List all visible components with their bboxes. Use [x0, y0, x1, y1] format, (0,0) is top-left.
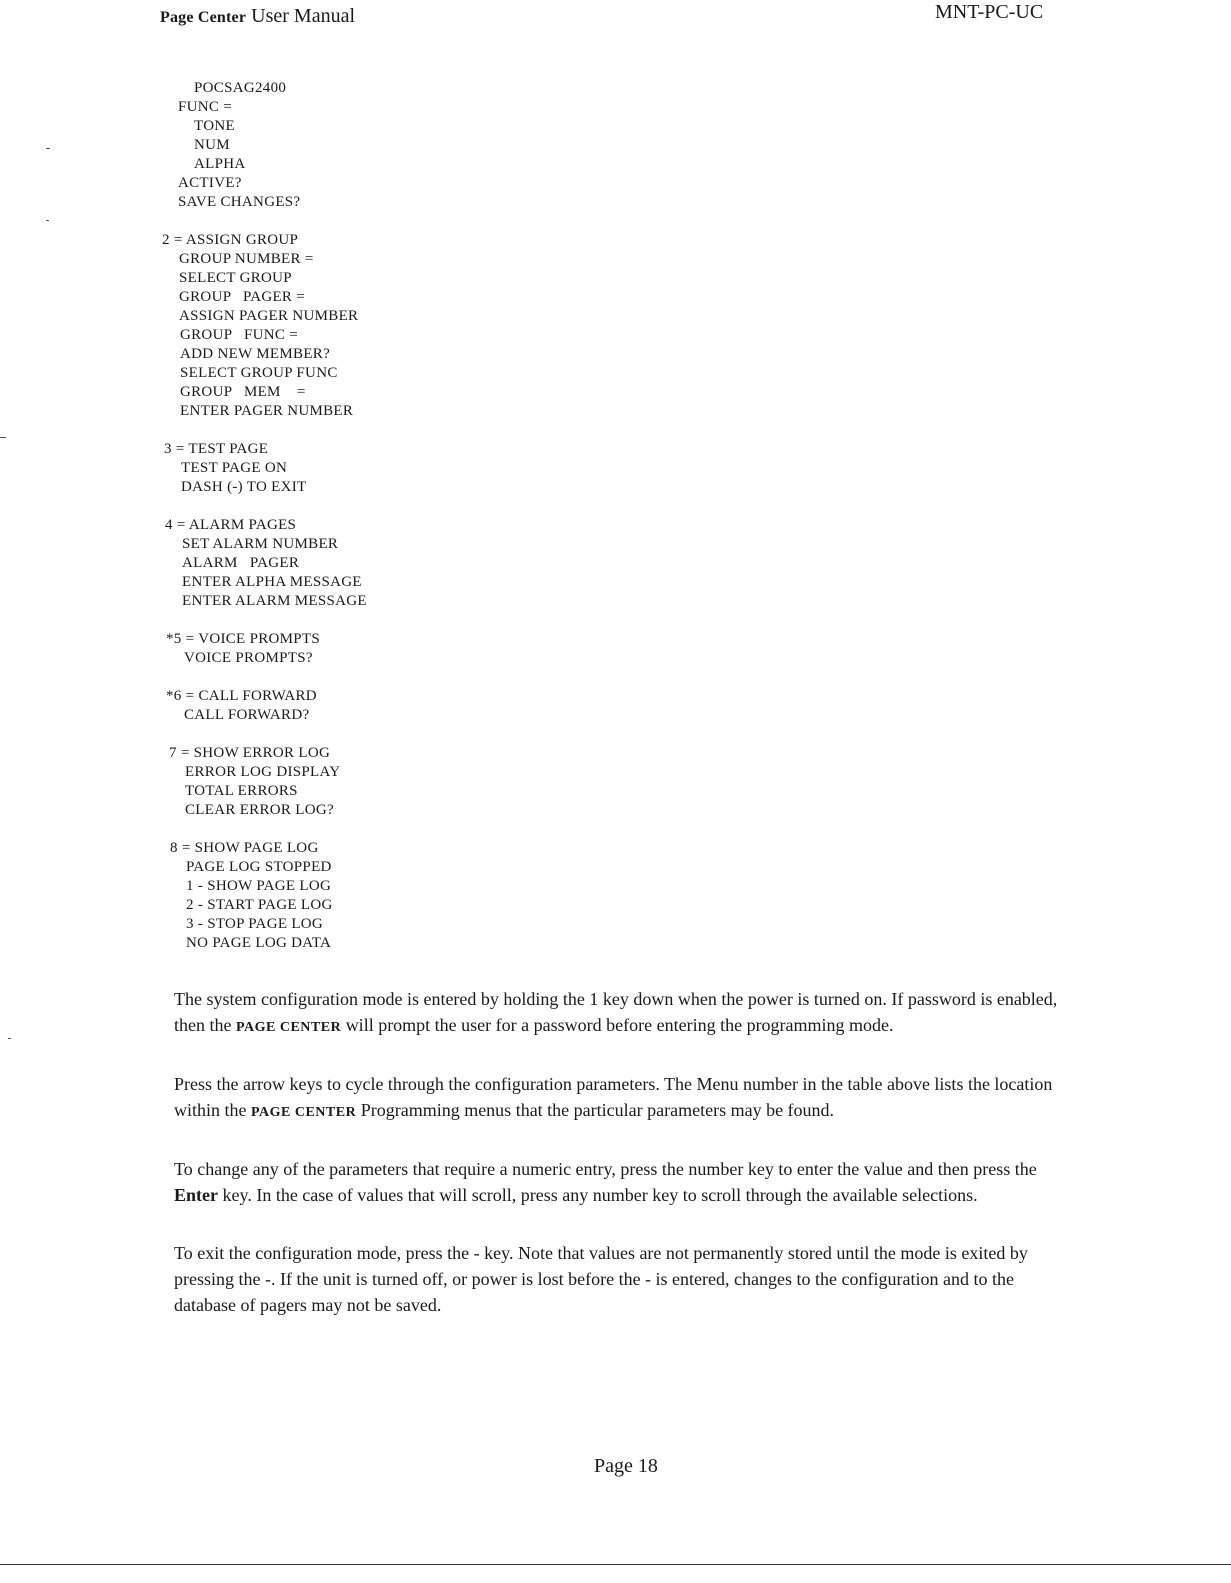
bottom-scan-edge — [0, 1564, 1231, 1565]
paragraph-text: To exit the configuration mode, press the - key. Note that values are not permanently stored until the mode is exited by pressing the -. If the unit is turned off, or power is lost before the - is entered, changes to the configuration and to the database of pagers may not be saved. — [174, 1243, 1028, 1315]
paragraph-text: key. In the case of values that will scroll, press any number key to scroll through the available selections. — [218, 1185, 978, 1205]
menu-line: NUM — [194, 137, 230, 153]
header-doc-id: MNT-PC-UC — [935, 1, 1044, 23]
product-name: PAGE CENTER — [251, 1105, 357, 1120]
menu-line: FUNC = — [178, 99, 233, 115]
menu-line: ENTER ALPHA MESSAGE — [182, 574, 362, 590]
menu-line: VOICE PROMPTS? — [184, 650, 313, 666]
paragraph-text: will prompt the user for a password before entering the programming mode. — [341, 1015, 894, 1035]
menu-line: ENTER ALARM MESSAGE — [182, 593, 367, 609]
paragraph-entering-config-mode — [174, 986, 1074, 1041]
menu-line: NO PAGE LOG DATA — [186, 935, 332, 951]
header-brand: Page Center — [160, 9, 247, 26]
menu-section-heading: 2 = ASSIGN GROUP — [162, 232, 299, 248]
menu-line: ASSIGN PAGER NUMBER — [179, 308, 359, 324]
menu-line: SET ALARM NUMBER — [182, 536, 339, 552]
scan-speck — [46, 220, 49, 221]
menu-line: GROUP FUNC = — [180, 327, 298, 343]
scan-speck — [46, 148, 50, 149]
running-header-title — [160, 4, 355, 30]
menu-section-heading: 3 = TEST PAGE — [164, 441, 269, 457]
menu-line: GROUP NUMBER = — [179, 251, 314, 267]
menu-section-heading: 4 = ALARM PAGES — [165, 517, 297, 533]
menu-line: SAVE CHANGES? — [178, 194, 301, 210]
menu-line: CALL FORWARD? — [184, 707, 310, 723]
page-number: Page 18 — [594, 1455, 658, 1477]
paragraph-text: The system configuration mode is entered by holding the 1 key down when the power is turned on. If password is enabled, then the — [174, 989, 1058, 1035]
menu-line: POCSAG2400 — [194, 80, 287, 96]
paragraph-text: Programming menus that the particular parameters may be found. — [356, 1100, 835, 1120]
paragraph-exit-config-mode — [174, 1240, 1074, 1318]
product-name: PAGE CENTER — [235, 1020, 342, 1035]
menu-section-heading: *6 = CALL FORWARD — [166, 688, 317, 704]
paragraph-text: To change any of the parameters that require a numeric entry, press the number key to enter the value and then press the — [174, 1159, 1037, 1179]
paragraph-arrow-keys — [174, 1071, 1074, 1126]
menu-line: ADD NEW MEMBER? — [180, 346, 331, 362]
scan-speck — [8, 1038, 11, 1039]
menu-line: ALPHA — [194, 156, 246, 172]
paragraph-numeric-entry — [174, 1156, 1074, 1208]
menu-section-heading: 7 = SHOW ERROR LOG — [169, 745, 331, 761]
menu-section-heading: 8 = SHOW PAGE LOG — [170, 840, 319, 856]
menu-line: SELECT GROUP FUNC — [180, 365, 338, 381]
menu-line: SELECT GROUP — [179, 270, 292, 286]
menu-line: ALARM PAGER — [182, 555, 300, 571]
menu-line: ACTIVE? — [178, 175, 242, 191]
menu-line: TOTAL ERRORS — [185, 783, 298, 799]
menu-line: ENTER PAGER NUMBER — [180, 403, 354, 419]
menu-line: GROUP MEM = — [180, 384, 306, 400]
enter-key-label: Enter — [174, 1185, 218, 1205]
menu-line: 2 - START PAGE LOG — [186, 897, 333, 913]
menu-line: TEST PAGE ON — [181, 460, 288, 476]
menu-line: GROUP PAGER = — [179, 289, 306, 305]
menu-line: TONE — [194, 118, 235, 134]
menu-line: PAGE LOG STOPPED — [186, 859, 332, 875]
menu-line: DASH (-) TO EXIT — [181, 479, 307, 495]
scan-speck — [0, 437, 6, 438]
menu-line: ERROR LOG DISPLAY — [185, 764, 341, 780]
menu-line: CLEAR ERROR LOG? — [185, 802, 334, 818]
menu-section-heading: *5 = VOICE PROMPTS — [166, 631, 321, 647]
menu-line: 1 - SHOW PAGE LOG — [186, 878, 332, 894]
header-title: User Manual — [251, 5, 356, 27]
paragraph-text: Press the arrow keys to cycle through the configuration parameters. The Menu number in the table above lists the location within the — [174, 1074, 1053, 1120]
menu-line: 3 - STOP PAGE LOG — [186, 916, 324, 932]
